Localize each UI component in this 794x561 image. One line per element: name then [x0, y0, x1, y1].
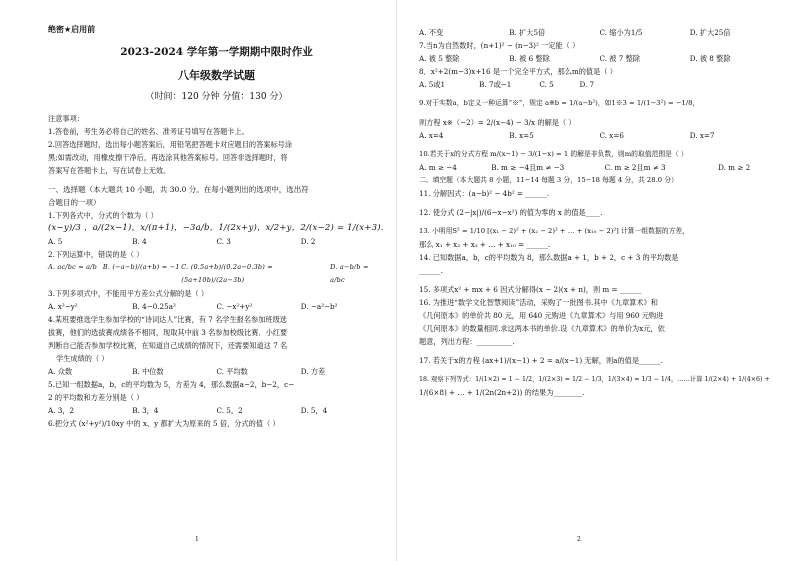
question-16-line2: 《几何原本》的单价共 80 元，用 640 元购进《九章算术》与用 960 元购进: [419, 311, 664, 320]
option-b: B. 7或−1: [479, 80, 512, 89]
question-5-line1: 5.已知一组数据a，b，c的平均数为 5，方差为 4，那么数据a−2，b−2，c−: [48, 380, 295, 389]
question-1-options: [48, 235, 385, 248]
option-c: C. 平均数: [216, 367, 248, 376]
question-6: 6.把分式 (x²+y²)/10xy 中的 x、y 都扩大为原来的 5 倍，分式的值（ ）: [48, 419, 280, 428]
question-7: 7.当n为自然数时，(n+1)² − (n−3)² 一定能（ ）: [419, 41, 580, 50]
option-b: B. 4: [132, 237, 147, 246]
question-15: 15. 多项式x² + mx + 6 因式分解得(x − 2)(x + n)，则 m = ______: [419, 285, 642, 294]
exam-subtitle: 八年级数学试题: [178, 69, 255, 82]
option-a: A. x²−y²: [48, 302, 78, 311]
option-a: A. 3，2: [48, 406, 75, 415]
option-d: D. 2: [300, 237, 316, 246]
question-9-line2: 则方程 x※（−2）= 2/(x−4) − 3/x 的解是（ ）: [419, 118, 576, 127]
question-18-line1: 18. 观察下列等式：1/(1×2) = 1 − 1/2，1/(2×3) = 1/2 − 1/3，1/(3×4) = 1/3 − 1/4，……计算 1/(2×4) + 1/(4×6) +: [419, 376, 770, 383]
question-1: 1.下列各式中，分式的个数为（ ）: [48, 211, 158, 220]
section-1-heading-line1: 一、选择题（本大题共 10 小题，共 30.0 分。在每小题列出的选项中，选出符: [48, 185, 309, 194]
option-b: B. m ≥ −4且m ≠ −3: [491, 163, 565, 172]
option-d: D. 被 8 整除: [689, 54, 731, 63]
question-16-line4: 题意，列出方程：__________.: [419, 337, 515, 346]
option-a: A. 不变: [419, 28, 444, 37]
question-3-options: [48, 300, 385, 313]
question-4-options: [48, 365, 385, 378]
option-c: C. (0.5a+b)/(0.2a−0.3b) = (5a+10b)/(2a−3b): [181, 263, 273, 284]
question-18-line2: 1/(6×8) + … + 1/(2n(2n+2)) 的结果为________.: [419, 388, 585, 397]
option-a: A. x=4: [419, 131, 444, 140]
option-d: D. 5，4: [300, 406, 328, 415]
question-16-line1: 16. 为推进“数学文化智慧阅读”活动，采购了一批图书.其中《九章算术》和: [419, 298, 658, 307]
option-d: D. x=7: [689, 131, 715, 140]
option-b: B. 扩大5倍: [509, 28, 546, 37]
question-13-line1: 13. 小明用S² = 1/10 [(x₁ − 2)² + (x₂ − 2)² + … + (x₁₀ − 2)²] 计算一组数据的方差，: [419, 227, 689, 235]
option-c: C. 缩小为1/5: [599, 28, 643, 37]
option-d: D. m ≥ 2: [718, 163, 751, 172]
question-3: 3.下列多项式中，不能用平方差公式分解的是（ ）: [48, 289, 209, 298]
notes-title: 注意事项：: [48, 114, 84, 123]
time-and-score: （时间：120 分钟 分值：130 分）: [145, 92, 288, 102]
option-b: B. 被 6 整除: [509, 54, 550, 63]
option-b: B. x=5: [509, 131, 534, 140]
option-c: C. −x²+y²: [216, 302, 253, 311]
option-c: C. m ≥ 2且m ≠ 3: [604, 163, 666, 172]
option-b: B. (−a−b)/(a+b) = −1: [102, 263, 180, 271]
option-b: B. 3，4: [132, 406, 159, 415]
question-10-options: [419, 161, 780, 174]
option-c: C. 5: [539, 80, 554, 89]
section-1-heading-line2: 合题目的一项）: [48, 198, 101, 207]
note-2-line3: 答案写在答题卡上，写在试卷上无效。: [48, 166, 171, 175]
option-c: C. 5，2: [216, 406, 243, 415]
exam-title: 2023-2024 学年第一学期期中限时作业: [120, 46, 313, 58]
option-a: A. m ≥ −4: [419, 163, 457, 172]
question-13-line2: 那么 x₁ + x₂ + x₃ + … + x₁₀ = ______.: [419, 240, 551, 249]
option-a: A. 5: [48, 237, 63, 246]
page-number-right: 2: [577, 536, 581, 543]
question-8-options: [419, 78, 780, 91]
question-7-options: [419, 52, 780, 65]
option-c: C. 被 7 整除: [599, 54, 641, 63]
question-4-line4: 学生成绩的（ ）: [56, 354, 109, 363]
option-d: D. a−b/b = a/bc: [330, 263, 369, 284]
option-c: C. x=6: [599, 131, 624, 140]
page-number-left: 1: [195, 536, 199, 543]
question-16-line3: 《几何原本》的数量相同.求这两本书的单价.设《九章算术》的单价为x元，依: [419, 324, 665, 333]
option-d: D. −a²−b²: [300, 302, 338, 311]
question-8: 8．x²+2(m−3)x+16 是一个完全平方式，那么m的值是（ ）: [419, 67, 617, 76]
question-10: 10.若关于x的分式方程 m/(x−1) − 3/(1−x) = 1 的解是非负数，则m的取值范围是（ ）: [419, 150, 688, 158]
question-14: 14. 已知数据a，b，c的平均数为 8，那么数据a + 1，b + 2，c + 3 的平均数是: [419, 253, 679, 262]
option-b: B. 4−0.25a²: [132, 302, 176, 311]
question-17: 17. 若关于x的方程 (ax+1)/(x−1) + 2 = a/(x−1) 无解，则a的值是______.: [419, 356, 663, 365]
note-2-line2: 黑;如需改动，用橡皮擦干净后，再选涂其他答案标号。回答非选择题时，将: [48, 153, 288, 162]
option-b: B. 中位数: [132, 367, 164, 376]
question-12: 12. 使分式 (2−|x|)/(6−x−x²) 的值为零的 x 的值是____.: [419, 208, 603, 217]
question-11: 11. 分解因式：(a−b)² − 4b² = ______.: [419, 189, 550, 198]
exam-page-right: [397, 0, 794, 561]
note-1: 1.答卷前，考生务必将自己的姓名、准考证号填写在答题卡上。: [48, 127, 249, 136]
question-2: 2.下列运算中，错误的是（ ）: [48, 250, 144, 259]
option-d: D. 扩大25倍: [689, 28, 731, 37]
question-5-line2: 2 的平均数和方差分别是（ ）: [48, 393, 144, 402]
confidential-mark: 绝密★启用前: [48, 25, 96, 34]
question-14-blank: ______.: [419, 266, 443, 275]
option-a: A. 被 5 整除: [419, 54, 460, 63]
question-4-line3: 判断自己能否参加学校比赛，在知道自己成绩的情况下，还需要知道这 7 名: [48, 341, 288, 350]
question-1-expressions: (x−y)/3 ，a/(2x−1)，x/(π+1)，−3a/b，1/(2x+y)，x/2+y，2/(x−2) = 1/(x+3).: [48, 223, 384, 233]
option-a: A. ac/bc = a/b: [48, 263, 97, 271]
option-a: A. 众数: [48, 367, 73, 376]
question-5-options: [48, 404, 385, 417]
question-2-options: [48, 261, 385, 287]
question-4-line2: 拔赛，他们的选拔赛成绩各不相同，现取其中前 3 名参加校级比赛．小红要: [48, 328, 288, 337]
question-6-options: [419, 26, 780, 39]
note-2-line1: 2.回答选择题时，选出每小题答案后，用铅笔把答题卡对应题目的答案标号涂: [48, 140, 293, 149]
option-d: D. 7: [579, 80, 595, 89]
question-9-options: [419, 129, 780, 142]
option-d: D. 方差: [300, 367, 326, 376]
question-4-line1: 4.某班要推选学生参加学校的“诗词达人”比赛，有 7 名学生报名参加班级选: [48, 315, 287, 324]
question-9-line1: 9.对于实数a，b定义一种运算“※”，规定 a※b = 1/(a−b²)，如1※3 = 1/(1−3²) = −1/8，: [419, 99, 700, 107]
option-c: C. 3: [216, 237, 231, 246]
section-2-heading: 二、填空题（本大题共 8 小题，11−14 每题 3 分，15−18 每题 4 分，共 28.0 分）: [419, 176, 678, 184]
option-a: A. 5或1: [419, 80, 446, 89]
